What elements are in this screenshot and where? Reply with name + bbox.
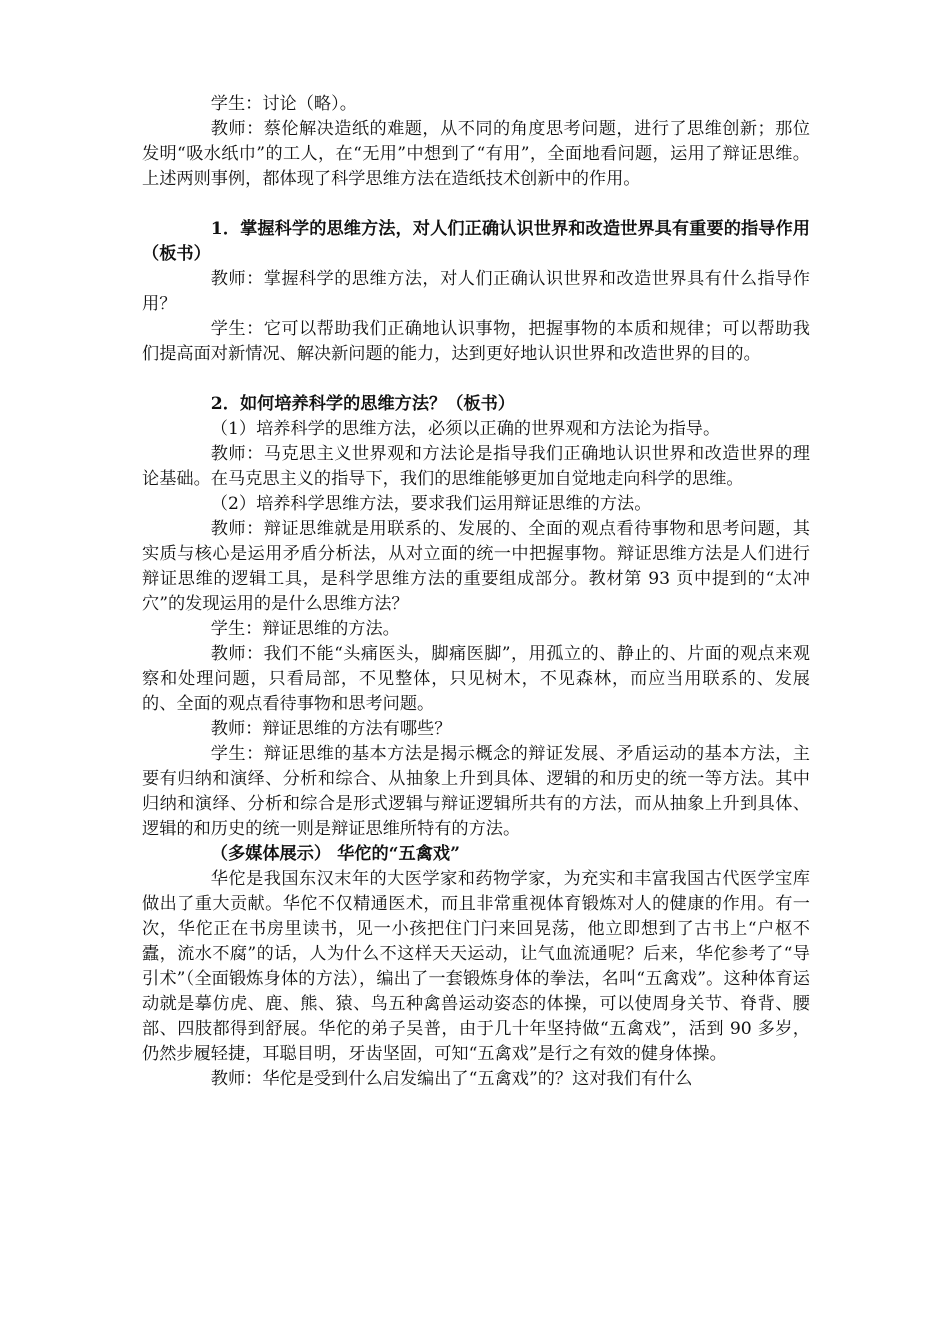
heading-2: 2．如何培养科学的思维方法？（板书） [210,394,515,414]
paragraph-teacher-marxism: 教师：马克思主义世界观和方法论是指导我们正确地认识世界和改造世界的理论基础。在马克思主义的指导下，我们的思维能够更加自觉地走向科学的思维。 [142,444,810,489]
paragraph-teacher-question-1: 教师：掌握科学的思维方法，对人们正确认识世界和改造世界具有什么指导作用？ [142,269,810,314]
paragraph-teacher-methods-question: 教师：辩证思维的方法有哪些？ [210,719,452,739]
paragraph-point-1: （1）培养科学的思维方法，必须以正确的世界观和方法论为指导。 [210,419,721,439]
paragraph-teacher-dialectics: 教师：辩证思维就是用联系的、发展的、全面的观点看待事物和思考问题，其实质与核心是运用矛盾分析法，从对立面的统一中把握事物。辩证思维方法是人们进行辩证思维的逻辑工具，是科学思维方法的重要组成部分。教材第 93 页中提到的“太冲穴”的发现运用的是什么思维方法？ [142,519,810,614]
paragraph-teacher-cailun: 教师：蔡伦解决造纸的难题，从不同的角度思考问题，进行了思维创新；那位发明“吸水纸巾”的工人，在“无用”中想到了“有用”，全面地看问题，运用了辩证思维。上述两则事例，都体现了科学思维方法在造纸技术创新中的作用。 [142,119,810,189]
paragraph-teacher-headache: 教师：我们不能“头痛医头，脚痛医脚”，用孤立的、静止的、片面的观点来观察和处理问题，只看局部，不见整体，只见树木，不见森林，而应当用联系的、发展的、全面的观点看待事物和思考问题。 [142,644,810,714]
document-body [142,92,810,1092]
paragraph-student-discussion: 学生：讨论（略）。 [210,94,357,114]
spacer [142,192,810,217]
paragraph-point-2: （2）培养科学思维方法，要求我们运用辩证思维的方法。 [210,494,652,514]
heading-multimedia: （多媒体展示） 华佗的“五禽戏” [210,844,460,864]
paragraph-huatuo-story: 华佗是我国东汉末年的大医学家和药物学家，为充实和丰富我国古代医学宝库做出了重大贡献。华佗不仅精通医术，而且非常重视体育锻炼对人的健康的作用。有一次，华佗正在书房里读书，见一小孩把住门闩来回晃荡，他立即想到了古书上“户枢不蠹，流水不腐”的话，人为什么不这样天天运动，让气血流通呢？后来，华佗参考了“导引术”（全面锻炼身体的方法），编出了一套锻炼身体的拳法，名叫“五禽戏”。这种体育运动就是摹仿虎、鹿、熊、猿、鸟五种禽兽运动姿态的体操，可以使周身关节、脊背、腰部、四肢都得到舒展。华佗的弟子吴普，由于几十年坚持做“五禽戏”，活到 90 多岁，仍然步履轻捷，耳聪目明，牙齿坚固，可知“五禽戏”是行之有效的健身体操。 [142,869,810,1064]
paragraph-teacher-huatuo-question: 教师：华佗是受到什么启发编出了“五禽戏”的？这对我们有什么 [210,1069,693,1089]
spacer [142,367,810,392]
paragraph-student-answer-1: 学生：它可以帮助我们正确地认识事物，把握事物的本质和规律；可以帮助我们提高面对新情况、解决新问题的能力，达到更好地认识世界和改造世界的目的。 [142,319,810,364]
paragraph-student-dialectics: 学生：辩证思维的方法。 [210,619,400,639]
heading-1: 1．掌握科学的思维方法，对人们正确认识世界和改造世界具有重要的指导作用（板书） [142,219,810,264]
paragraph-student-methods-answer: 学生：辩证思维的基本方法是揭示概念的辩证发展、矛盾运动的基本方法，主要有归纳和演绎、分析和综合、从抽象上升到具体、逻辑的和历史的统一等方法。其中归纳和演绎、分析和综合是形式逻辑与辩证逻辑所共有的方法，而从抽象上升到具体、逻辑的和历史的统一则是辩证思维所特有的方法。 [142,744,810,839]
